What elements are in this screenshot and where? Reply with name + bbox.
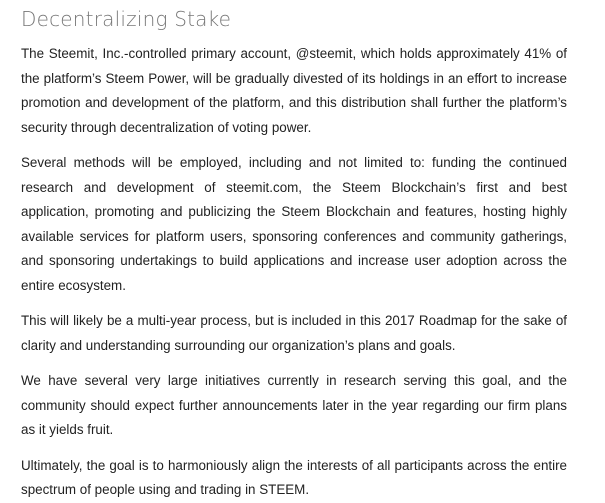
section-heading: Decentralizing Stake (21, 7, 232, 31)
paragraph-stake-divestment: The Steemit, Inc.-controlled primary account, @steemit, which holds approximately 41% of the platform’s Steem Power, will be gradually divested of its holdings in an effort to increase promotion and development of the platform, and this distribution shall further the platform’s security through decentralization of voting power. (21, 46, 567, 135)
paragraph-timeline: This will likely be a multi-year process, but is included in this 2017 Roadmap for the sake of clarity and understanding surrounding our organization’s plans and goals. (21, 313, 567, 353)
paragraph-goal: Ultimately, the goal is to harmoniously align the interests of all participants across the entire spectrum of people using and trading in STEEM. (21, 457, 567, 497)
document-section (21, 0, 567, 503)
paragraph-methods: Several methods will be employed, including and not limited to: funding the continued research and development of steemit.com, the Steem Blockchain’s first and best application, promoting and publicizing the Steem Blockchain and features, hosting highly available services for platform users, sponsoring conferences and community gatherings, and sponsoring undertakings to build applications and increase user adoption across the entire ecosystem. (21, 155, 567, 293)
paragraph-initiatives: We have several very large initiatives currently in research serving this goal, and the community should expect further announcements later in the year regarding our firm plans as it yields fruit. (21, 373, 567, 437)
